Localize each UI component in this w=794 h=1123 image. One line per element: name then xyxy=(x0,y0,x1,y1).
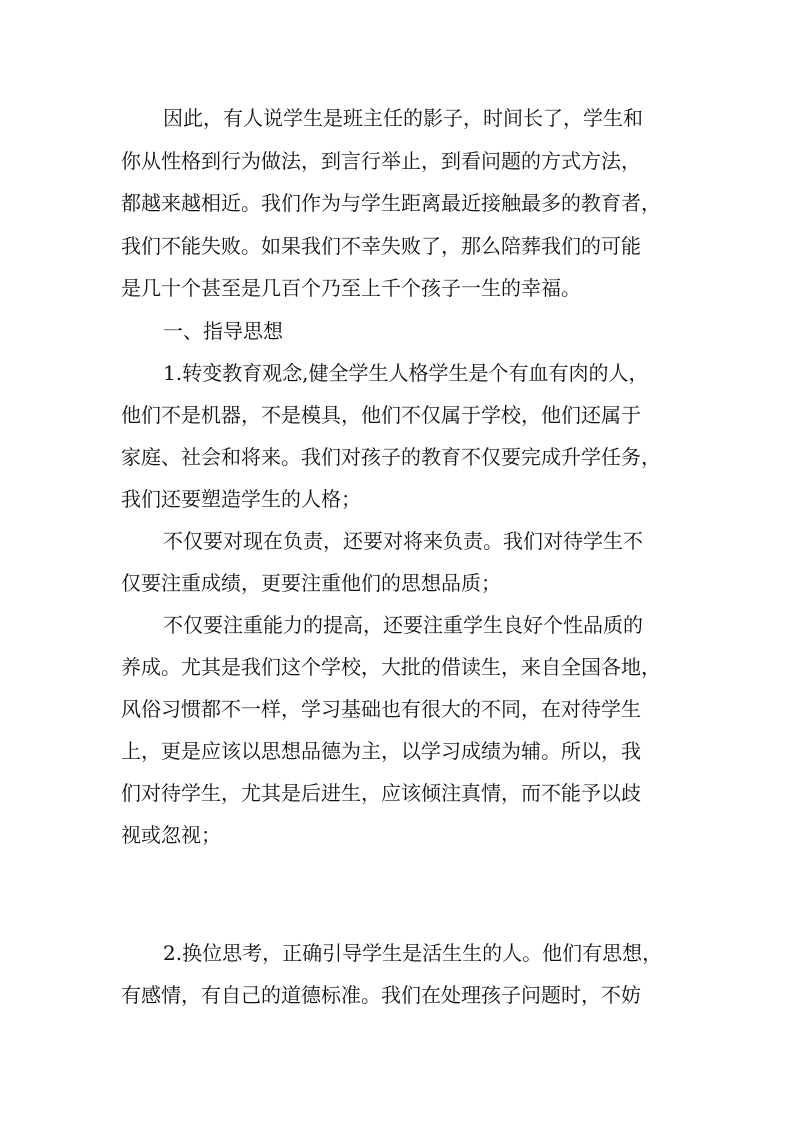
text-line: 1.转变教育观念,健全学生人格学生是个有血有肉的人， xyxy=(163,361,649,385)
text-line: 仅要注重成绩，更要注重他们的思想品质； xyxy=(121,571,501,595)
text-line: 他们不是机器，不是模具，他们不仅属于学校，他们还属于 xyxy=(121,403,641,427)
text-line: 2.换位思考，正确引导学生是活生生的人。他们有思想， xyxy=(163,941,663,965)
text-line: 们对待学生，尤其是后进生，应该倾注真情，而不能予以歧 xyxy=(121,781,641,805)
text-line: 养成。尤其是我们这个学校，大批的借读生，来自全国各地， xyxy=(121,655,661,679)
text-line: 视或忽视； xyxy=(121,823,221,847)
text-line: 你从性格到行为做法，到言行举止，到看问题的方式方法， xyxy=(121,149,641,173)
text-line: 我们不能失败。如果我们不幸失败了，那么陪葬我们的可能 xyxy=(121,234,641,258)
text-line: 都越来越相近。我们作为与学生距离最近接触最多的教育者， xyxy=(121,191,661,215)
text-line: 是几十个甚至是几百个乃至上千个孩子一生的幸福。 xyxy=(121,276,581,300)
text-line: 上，更是应该以思想品德为主，以学习成绩为辅。所以，我 xyxy=(121,739,641,763)
text-line: 不仅要对现在负责，还要对将来负责。我们对待学生不 xyxy=(163,529,643,553)
text-line: 不仅要注重能力的提高，还要注重学生良好个性品质的 xyxy=(163,613,643,637)
text-line: 风俗习惯都不一样，学习基础也有很大的不同，在对待学生 xyxy=(121,697,641,721)
text-line: 有感情，有自己的道德标准。我们在处理孩子问题时，不妨 xyxy=(121,983,641,1007)
section-heading: 一、指导思想 xyxy=(163,319,283,343)
text-line: 我们还要塑造学生的人格； xyxy=(121,487,361,511)
text-line: 家庭、社会和将来。我们对孩子的教育不仅要完成升学任务， xyxy=(121,445,661,469)
text-line: 因此，有人说学生是班主任的影子，时间长了，学生和 xyxy=(163,106,643,130)
